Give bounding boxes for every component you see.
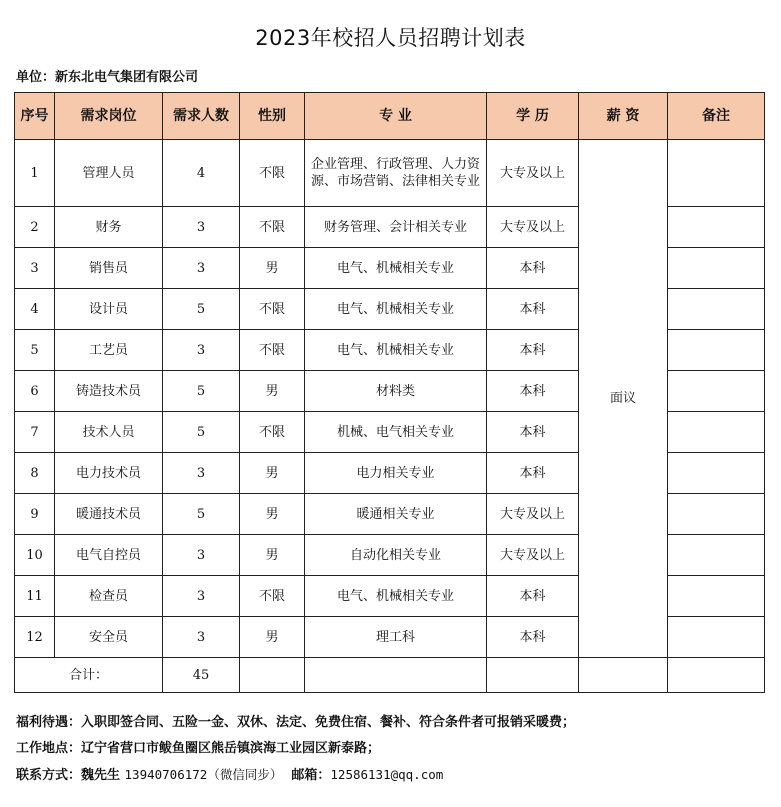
cell-remarks [668, 617, 765, 658]
cell-remarks [668, 494, 765, 535]
cell-education: 本科 [487, 412, 579, 453]
cell-remarks [668, 330, 765, 371]
cell-remarks [668, 371, 765, 412]
header-remarks: 备注 [668, 93, 765, 140]
cell-position: 财务 [55, 207, 163, 248]
cell-gender: 不限 [240, 576, 305, 617]
header-education: 学 历 [487, 93, 579, 140]
cell-seq: 6 [15, 371, 55, 412]
cell-count: 3 [163, 330, 240, 371]
total-label: 合计： [15, 658, 163, 693]
cell-major: 自动化相关专业 [305, 535, 487, 576]
cell-position: 电力技术员 [55, 453, 163, 494]
cell-education: 大专及以上 [487, 140, 579, 207]
employer-unit: 单位：新东北电气集团有限公司 [16, 70, 199, 85]
cell-count: 5 [163, 494, 240, 535]
cell-seq: 2 [15, 207, 55, 248]
cell-count: 4 [163, 140, 240, 207]
cell-gender: 男 [240, 494, 305, 535]
cell-major: 电力相关专业 [305, 453, 487, 494]
header-gender: 性别 [240, 93, 305, 140]
cell-seq: 9 [15, 494, 55, 535]
total-value: 45 [163, 658, 240, 693]
cell-education: 本科 [487, 617, 579, 658]
cell-position: 管理人员 [55, 140, 163, 207]
cell-major: 理工科 [305, 617, 487, 658]
cell-count: 3 [163, 617, 240, 658]
cell-position: 工艺员 [55, 330, 163, 371]
cell-education: 大专及以上 [487, 535, 579, 576]
header-count: 需求人数 [163, 93, 240, 140]
cell-gender: 男 [240, 535, 305, 576]
cell-major: 电气、机械相关专业 [305, 576, 487, 617]
cell-seq: 7 [15, 412, 55, 453]
cell-count: 3 [163, 576, 240, 617]
cell-major: 机械、电气相关专业 [305, 412, 487, 453]
cell-education: 本科 [487, 330, 579, 371]
cell-position: 设计员 [55, 289, 163, 330]
cell-education: 本科 [487, 453, 579, 494]
header-salary: 薪 资 [579, 93, 668, 140]
cell-education: 本科 [487, 289, 579, 330]
recruitment-table [14, 92, 765, 693]
table-row [15, 140, 765, 207]
cell-education: 本科 [487, 576, 579, 617]
contact-email-label: 邮箱： [282, 768, 331, 783]
cell-remarks [668, 535, 765, 576]
cell-seq: 8 [15, 453, 55, 494]
cell-remarks [668, 576, 765, 617]
cell-remarks [668, 412, 765, 453]
cell-major: 暖通相关专业 [305, 494, 487, 535]
cell-salary-merged: 面议 [579, 140, 668, 658]
cell-education: 本科 [487, 248, 579, 289]
cell-gender: 不限 [240, 140, 305, 207]
cell-major: 电气、机械相关专业 [305, 289, 487, 330]
cell-position: 暖通技术员 [55, 494, 163, 535]
total-empty [668, 658, 765, 693]
cell-major: 企业管理、行政管理、人力资源、市场营销、法律相关专业 [305, 140, 487, 207]
cell-gender: 男 [240, 248, 305, 289]
cell-position: 销售员 [55, 248, 163, 289]
cell-remarks [668, 453, 765, 494]
cell-position: 检查员 [55, 576, 163, 617]
table-header-row [15, 93, 765, 140]
cell-seq: 5 [15, 330, 55, 371]
cell-seq: 1 [15, 140, 55, 207]
cell-gender: 不限 [240, 412, 305, 453]
cell-seq: 4 [15, 289, 55, 330]
cell-position: 铸造技术员 [55, 371, 163, 412]
cell-remarks [668, 140, 765, 207]
cell-education: 大专及以上 [487, 494, 579, 535]
location-line: 工作地点：辽宁省营口市鲅鱼圈区熊岳镇滨海工业园区新泰路； [16, 741, 381, 756]
cell-count: 5 [163, 289, 240, 330]
cell-major: 材料类 [305, 371, 487, 412]
cell-gender: 男 [240, 371, 305, 412]
cell-remarks [668, 207, 765, 248]
total-empty [240, 658, 305, 693]
cell-seq: 11 [15, 576, 55, 617]
cell-count: 5 [163, 412, 240, 453]
cell-gender: 男 [240, 453, 305, 494]
cell-gender: 不限 [240, 207, 305, 248]
cell-seq: 3 [15, 248, 55, 289]
cell-gender: 不限 [240, 330, 305, 371]
cell-remarks [668, 289, 765, 330]
page-title: 2023年校招人员招聘计划表 [255, 26, 526, 50]
cell-gender: 不限 [240, 289, 305, 330]
benefits-line: 福利待遇：入职即签合同、五险一金、双休、法定、免费住宿、餐补、符合条件者可报销采暖费； [16, 715, 576, 730]
cell-count: 3 [163, 535, 240, 576]
cell-count: 5 [163, 371, 240, 412]
cell-major: 电气、机械相关专业 [305, 330, 487, 371]
cell-education: 本科 [487, 371, 579, 412]
total-empty [305, 658, 487, 693]
cell-count: 3 [163, 207, 240, 248]
cell-count: 3 [163, 453, 240, 494]
total-empty [579, 658, 668, 693]
contact-prefix: 联系方式：魏先生 [16, 768, 125, 783]
header-major: 专 业 [305, 93, 487, 140]
cell-seq: 12 [15, 617, 55, 658]
contact-line [16, 764, 443, 783]
contact-email: 12586131@qq.com [330, 767, 444, 782]
cell-position: 技术人员 [55, 412, 163, 453]
cell-count: 3 [163, 248, 240, 289]
cell-major: 电气、机械相关专业 [305, 248, 487, 289]
cell-position: 安全员 [55, 617, 163, 658]
total-empty [487, 658, 579, 693]
header-position: 需求岗位 [55, 93, 163, 140]
header-seq: 序号 [15, 93, 55, 140]
cell-education: 大专及以上 [487, 207, 579, 248]
cell-major: 财务管理、会计相关专业 [305, 207, 487, 248]
contact-phone: 13940706172（微信同步） [124, 767, 283, 782]
cell-gender: 男 [240, 617, 305, 658]
cell-remarks [668, 248, 765, 289]
total-row [15, 658, 765, 693]
cell-position: 电气自控员 [55, 535, 163, 576]
cell-seq: 10 [15, 535, 55, 576]
